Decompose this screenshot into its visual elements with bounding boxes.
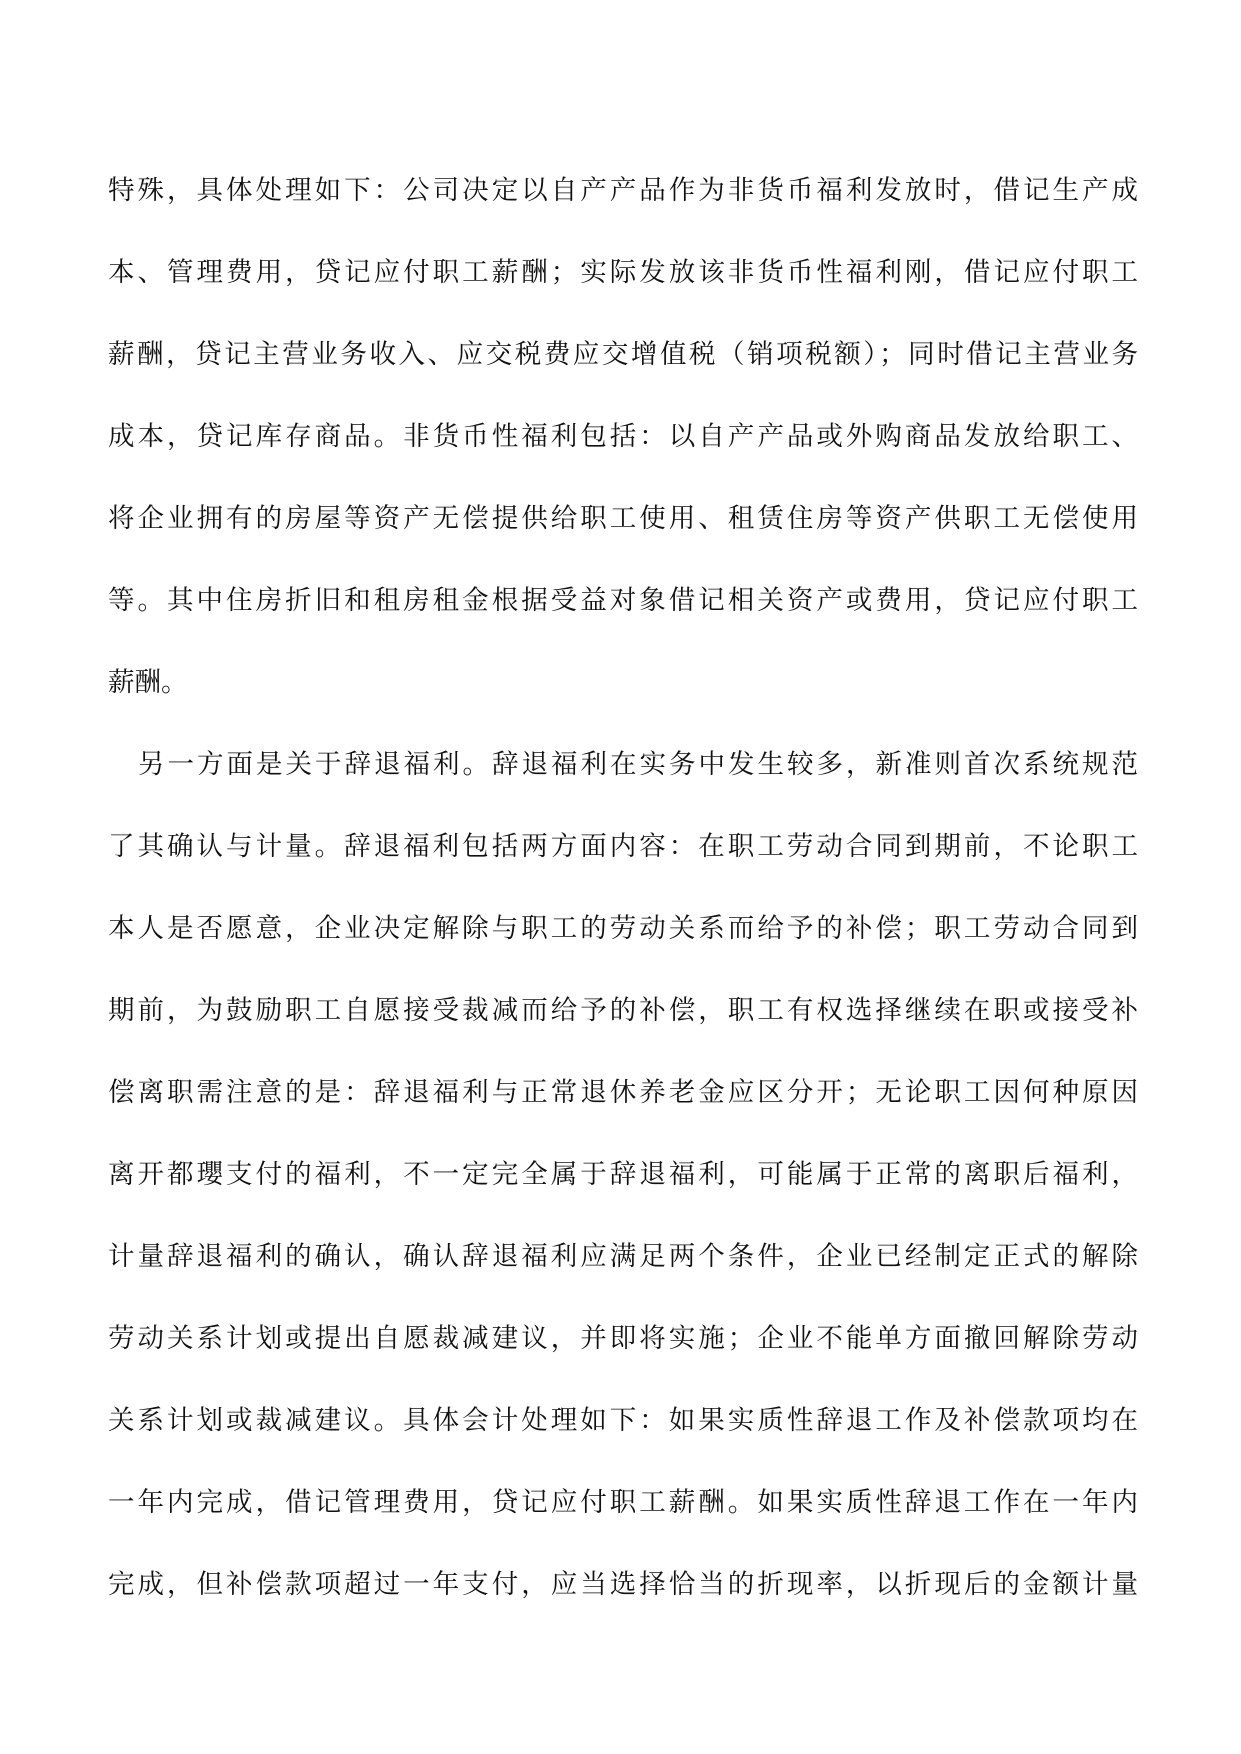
text-line: 完成，但补偿款项超过一年支付，应当选择恰当的折现率，以折现后的金额计量: [108, 1569, 1138, 1600]
text-line: 本人是否愿意，企业决定解除与职工的劳动关系而给予的补偿；职工劳动合同到: [108, 913, 1138, 944]
text-line: 薪酬。: [108, 667, 188, 698]
text-line: 将企业拥有的房屋等资产无偿提供给职工使用、租赁住房等资产供职工无偿使用: [108, 503, 1138, 534]
body-text: [108, 156, 1138, 1632]
text-line: 本、管理费用，贷记应付职工薪酬；实际发放该非货币性福利刚，借记应付职工: [108, 257, 1138, 288]
text-line: 一年内完成，借记管理费用，贷记应付职工薪酬。如果实质性辞退工作在一年内: [108, 1487, 1138, 1518]
text-line: 另一方面是关于辞退福利。辞退福利在实务中发生较多，新准则首次系统规范: [138, 749, 1138, 780]
text-line: 薪酬，贷记主营业务收入、应交税费应交增值税（销项税额）；同时借记主营业务: [108, 339, 1138, 370]
text-line: 等。其中住房折旧和租房租金根据受益对象借记相关资产或费用，贷记应付职工: [108, 585, 1138, 616]
text-line: 期前，为鼓励职工自愿接受裁减而给予的补偿，职工有权选择继续在职或接受补: [108, 995, 1138, 1026]
text-line: 离开都瓔支付的福利，不一定完全属于辞退福利，可能属于正常的离职后福利，: [108, 1159, 1138, 1190]
text-line: 成本，贷记库存商品。非货币性福利包括：以自产产品或外购商品发放给职工、: [108, 421, 1138, 452]
text-line: 劳动关系计划或提出自愿裁减建议，并即将实施；企业不能单方面撤回解除劳动: [108, 1323, 1138, 1354]
text-line: 偿离职需注意的是：辞退福利与正常退休养老金应区分开；无论职工因何种原因: [108, 1077, 1138, 1108]
text-line: 了其确认与计量。辞退福利包括两方面内容：在职工劳动合同到期前，不论职工: [108, 831, 1138, 862]
text-line: 关系计划或裁减建议。具体会计处理如下：如果实质性辞退工作及补偿款项均在: [108, 1405, 1138, 1436]
paragraph-termination-benefits: [108, 730, 1138, 1632]
text-line: 特殊，具体处理如下：公司决定以自产产品作为非货币福利发放时，借记生产成: [108, 175, 1138, 206]
paragraph-non-monetary-benefits: [108, 156, 1138, 730]
text-line: 计量辞退福利的确认，确认辞退福利应满足两个条件，企业已经制定正式的解除: [108, 1241, 1138, 1272]
